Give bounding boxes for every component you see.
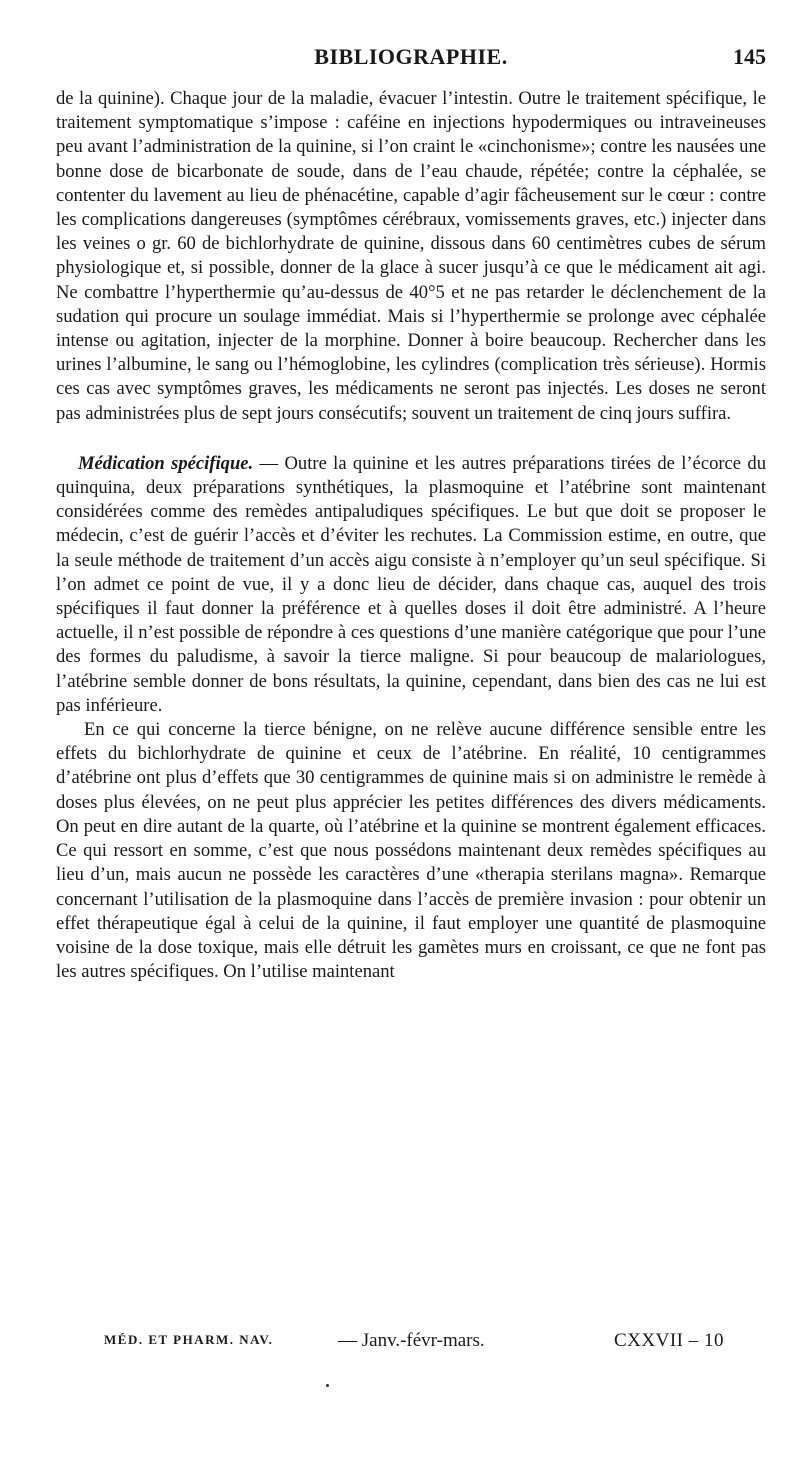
running-head (56, 44, 766, 78)
run-in-heading: Médication spécifique. (78, 452, 254, 474)
paragraph-specific-medication-text: — Outre la quinine et les autres préparations tirées de l’écorce du quinquina, deux préparations synthétiques, la plasmoquine et l’atébrine sont maintenant considérées comme des remèdes antipaludiques spécifiques. Le but que doit se proposer le médecin, c’est de guérir l’accès et d’éviter les rechutes. La Commission estime, en outre, que la seule méthode de traitement d’un accès aigu consiste à n’employer qu’un seul spécifique. Si l’on admet ce point de vue, il y a donc lieu de décider, dans chaque cas, auquel des trois spécifiques il faut donner la préférence et à quelles doses il doit être administré. A l’heure actuelle, il n’est possible de répondre à ces questions d’une manière catégorique que pour l’une des formes du paludisme, à savoir la tierce maligne. Si pour beaucoup de malariologues, l’atébrine semble donner de bons résultats, la quinine, cependant, dans bien des cas ne lui est pas inférieure. (56, 452, 766, 716)
running-title: BIBLIOGRAPHIE. (314, 44, 508, 69)
footer-signature: CXXVII – 10 (614, 1330, 724, 1351)
paragraph-benign-tertian: En ce qui concerne la tierce bénigne, on ne relève aucune différence sensible entre les effets du bichlorhydrate de quinine et ceux de l’atébrine. En réalité, 10 centigrammes d’atébrine ont plus d’effets que 30 centigrammes de quinine mais si on administre le remède à doses plus élevées, on ne peut plus apprécier les petites différences des divers médicaments. On peut en dire autant de la quarte, où l’atébrine et la quinine se montrent également efficaces. Ce qui ressort en somme, c’est que nous possédons maintenant deux remèdes spécifiques au lieu d’un, mais aucun ne possède les caractères d’une «therapia sterilans magna». Remarque concernant l’utilisation de la plasmoquine dans l’accès de première invasion : pour obtenir un effet thérapeutique égal à celui de la quinine, il faut employer une quantité de plasmoquine voisine de la dose toxique, mais elle détruit les gamètes murs en croissant, ce que ne font pas les autres spécifiques. On l’utilise maintenant (56, 719, 766, 983)
page-footer (104, 1330, 724, 1360)
body-text (56, 87, 766, 984)
footer-journal: MÉD. ET PHARM. NAV. (104, 1332, 274, 1347)
print-speck (326, 1384, 329, 1387)
page-number: 145 (733, 44, 766, 69)
footer-issue: — Janv.-févr-mars. (338, 1330, 485, 1351)
paragraph-treatment-continued: de la quinine). Chaque jour de la maladie, évacuer l’intestin. Outre le traitement spécifique, le traitement symptomatique s’impose : caféine en injections hypodermiques ou intraveineuses peu avant l’administration de la quinine, si l’on craint le «cinchonisme»; contre les nausées une bonne dose de bicarbonate de soude, dans de l’eau chaude, répétée; contre la céphalée, se contenter du lavement au lieu de phénacétine, capable d’agir fâcheusement sur le cœur : contre les complications dangereuses (symptômes cérébraux, vomissements graves, etc.) injecter dans les veines o gr. 60 de bichlorhydrate de quinine, dissous dans 60 centimètres cubes de sérum physiologique et, si possible, donner de la glace à sucer jusqu’à ce que le médicament ait agi. Ne combattre l’hyperthermie qu’au-dessus de 40°5 et ne pas retarder le déclenchement de la sudation qui procure un soulage immédiat. Mais si l’hyperthermie se prolonge avec céphalée intense ou agitation, injecter de la morphine. Donner à boire beaucoup. Rechercher dans les urines l’albumine, le sang ou l’hémoglobine, les cylindres (complication très sérieuse). Hormis ces cas avec symptômes graves, les médicaments ne seront pas injectés. Les doses ne seront pas administrées plus de sept jours consécutifs; souvent un traitement de cinq jours suffira. (56, 88, 766, 424)
paragraph-specific-medication (56, 452, 766, 718)
